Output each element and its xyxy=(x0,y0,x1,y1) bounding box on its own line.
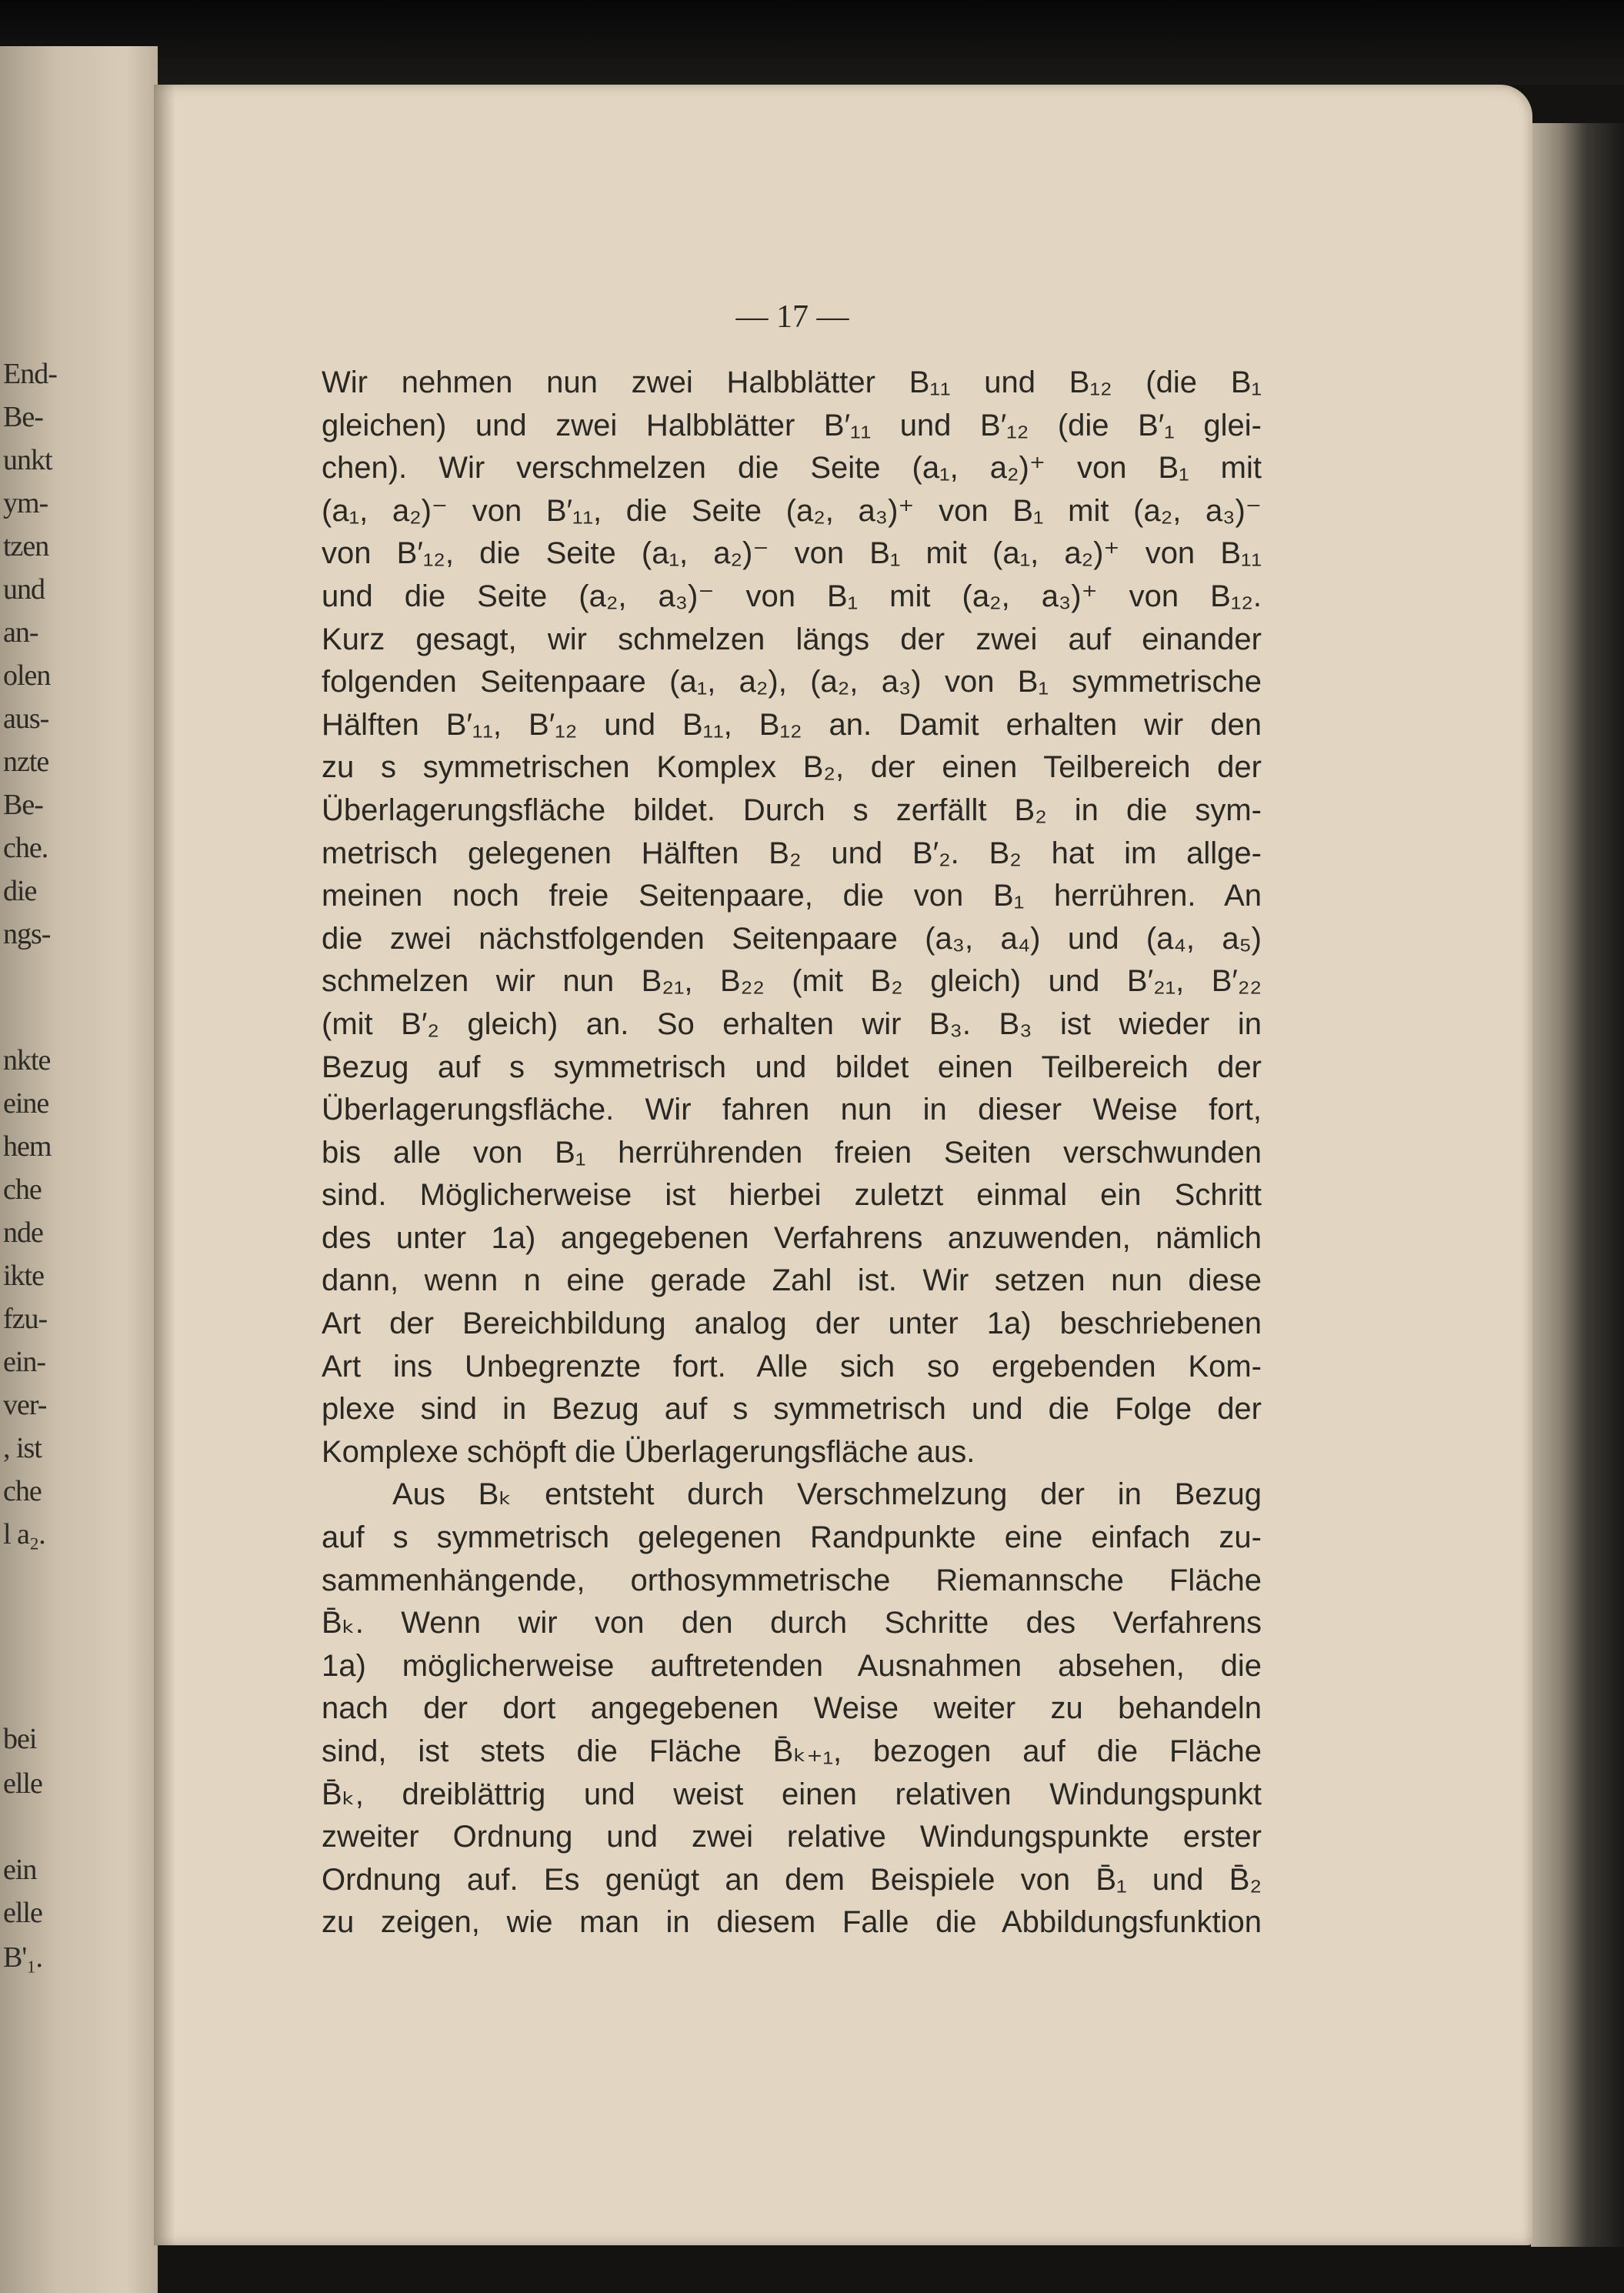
text-line: sammenhängende, orthosymmetrische Riemannsche Fläche xyxy=(322,1563,1262,1597)
left-fragment: hem xyxy=(3,1130,52,1163)
text-line: Art der Bereichbildung analog der unter 1a) beschriebenen xyxy=(322,1307,1262,1341)
left-fragment: Be- xyxy=(3,789,43,821)
text-line: folgenden Seitenpaare (a₁, a₂), (a₂, a₃) von B₁ symmetrische xyxy=(322,665,1262,699)
left-fragment: ein xyxy=(3,1854,37,1886)
gutter-shadow xyxy=(154,85,175,2245)
text-line: sind, ist stets die Fläche B̄ₖ₊₁, bezogen auf die Fläche xyxy=(322,1734,1262,1768)
text-line: Überlagerungsfläche bildet. Durch s zerfällt B₂ in die sym- xyxy=(322,793,1262,827)
text-line: Bezug auf s symmetrisch und bildet einen Teilbereich der xyxy=(322,1050,1262,1084)
text-line: Art ins Unbegrenzte fort. Alle sich so ergebenden Kom- xyxy=(322,1349,1262,1383)
left-fragment: an- xyxy=(3,616,38,649)
text-line: Überlagerungsfläche. Wir fahren nun in dieser Weise fort, xyxy=(322,1093,1262,1127)
text-line: Aus Bₖ entsteht durch Verschmelzung der in Bezug xyxy=(392,1477,1262,1512)
left-fragment: , ist xyxy=(3,1432,42,1464)
left-fragment: Be- xyxy=(3,401,43,433)
left-fragment: tzen xyxy=(3,530,49,562)
scanner-background-top xyxy=(0,0,1624,85)
left-fragment: ym- xyxy=(3,487,48,519)
left-fragment: eine xyxy=(3,1087,49,1120)
left-fragment: bei xyxy=(3,1723,37,1755)
left-fragment: End- xyxy=(3,358,57,390)
text-line: zweiter Ordnung und zwei relative Windungspunkte erster xyxy=(322,1820,1262,1854)
left-fragment: ikte xyxy=(3,1260,44,1292)
text-line: sind. Möglicherweise ist hierbei zuletzt einmal ein Schritt xyxy=(322,1178,1262,1213)
text-line: von B′₁₂, die Seite (a₁, a₂)⁻ von B₁ mit (a₁, a₂)⁺ von B₁₁ xyxy=(322,536,1262,571)
left-fragment: l a₂. xyxy=(3,1518,45,1550)
left-fragment: ein- xyxy=(3,1346,46,1378)
text-line: auf s symmetrisch gelegenen Randpunkte eine einfach zu- xyxy=(322,1520,1262,1555)
left-fragment: elle xyxy=(3,1767,42,1800)
book-edge-right xyxy=(1531,123,1624,2247)
text-line: (a₁, a₂)⁻ von B′₁₁, die Seite (a₂, a₃)⁺ von B₁ mit (a₂, a₃)⁻ xyxy=(322,493,1262,528)
left-fragment: che xyxy=(3,1173,42,1206)
text-line: meinen noch freie Seitenpaare, die von B₁ herrühren. An xyxy=(322,879,1262,913)
left-fragment: elle xyxy=(3,1897,42,1929)
left-facing-page xyxy=(0,46,158,2293)
left-fragment: nzte xyxy=(3,746,49,778)
left-fragment: nde xyxy=(3,1217,43,1249)
left-fragment: ver- xyxy=(3,1389,47,1421)
paragraph-1 xyxy=(322,362,1262,1474)
text-line: 1a) möglicherweise auftretenden Ausnahmen absehen, die xyxy=(322,1648,1262,1683)
body-text xyxy=(322,362,1262,1944)
text-line: und die Seite (a₂, a₃)⁻ von B₁ mit (a₂, a₃)⁺ von B₁₂. xyxy=(322,579,1262,613)
text-line: Ordnung auf. Es genügt an dem Beispiele von B̄₁ und B̄₂ xyxy=(322,1862,1262,1897)
left-fragment: olen xyxy=(3,659,51,692)
text-line: chen). Wir verschmelzen die Seite (a₁, a₂)⁺ von B₁ mit xyxy=(322,451,1262,486)
text-line: Wir nehmen nun zwei Halbblätter B₁₁ und B₁₂ (die B₁ xyxy=(322,365,1262,399)
left-fragment: che xyxy=(3,1475,42,1507)
paragraph-2 xyxy=(322,1474,1262,1944)
left-fragment: ngs- xyxy=(3,918,51,950)
text-line: Komplexe schöpft die Überlagerungsfläche aus. xyxy=(322,1434,975,1469)
left-fragment: B'₁. xyxy=(3,1941,42,1974)
text-line: plexe sind in Bezug auf s symmetrisch und die Folge der xyxy=(322,1392,1262,1427)
text-line: bis alle von B₁ herrührenden freien Seiten verschwunden xyxy=(322,1135,1262,1170)
text-line: zu zeigen, wie man in diesem Falle die Abbildungsfunktion xyxy=(322,1905,1262,1940)
left-fragment: fzu- xyxy=(3,1303,48,1335)
text-line: B̄ₖ. Wenn wir von den durch Schritte des Verfahrens xyxy=(322,1606,1262,1640)
text-line: B̄ₖ, dreiblättrig und weist einen relativen Windungspunkt xyxy=(322,1777,1262,1811)
left-fragment: aus- xyxy=(3,703,49,735)
text-line: zu s symmetrischen Komplex B₂, der einen Teilbereich der xyxy=(322,750,1262,785)
text-line: Hälften B′₁₁, B′₁₂ und B₁₁, B₁₂ an. Damit erhalten wir den xyxy=(322,707,1262,742)
left-fragment: che. xyxy=(3,832,48,864)
text-line: gleichen) und zwei Halbblätter B′₁₁ und B′₁₂ (die B′₁ glei- xyxy=(322,408,1262,442)
left-fragment: die xyxy=(3,875,37,907)
text-line: Kurz gesagt, wir schmelzen längs der zwei auf einander xyxy=(322,622,1262,656)
page-number: — 17 — xyxy=(735,299,849,335)
left-fragment: und xyxy=(3,573,45,606)
text-line: die zwei nächstfolgenden Seitenpaare (a₃, a₄) und (a₄, a₅) xyxy=(322,921,1262,956)
left-fragment: unkt xyxy=(3,444,52,476)
text-line: dann, wenn n eine gerade Zahl ist. Wir setzen nun diese xyxy=(322,1263,1262,1298)
text-line: nach der dort angegebenen Weise weiter zu behandeln xyxy=(322,1691,1262,1726)
text-line: des unter 1a) angegebenen Verfahrens anzuwenden, nämlich xyxy=(322,1220,1262,1255)
text-line: metrisch gelegenen Hälften B₂ und B′₂. B₂ hat im allge- xyxy=(322,836,1262,870)
left-fragment: nkte xyxy=(3,1044,51,1076)
text-line: (mit B′₂ gleich) an. So erhalten wir B₃. B₃ ist wieder in xyxy=(322,1006,1262,1041)
text-line: schmelzen wir nun B₂₁, B₂₂ (mit B₂ gleich) und B′₂₁, B′₂₂ xyxy=(322,964,1262,999)
